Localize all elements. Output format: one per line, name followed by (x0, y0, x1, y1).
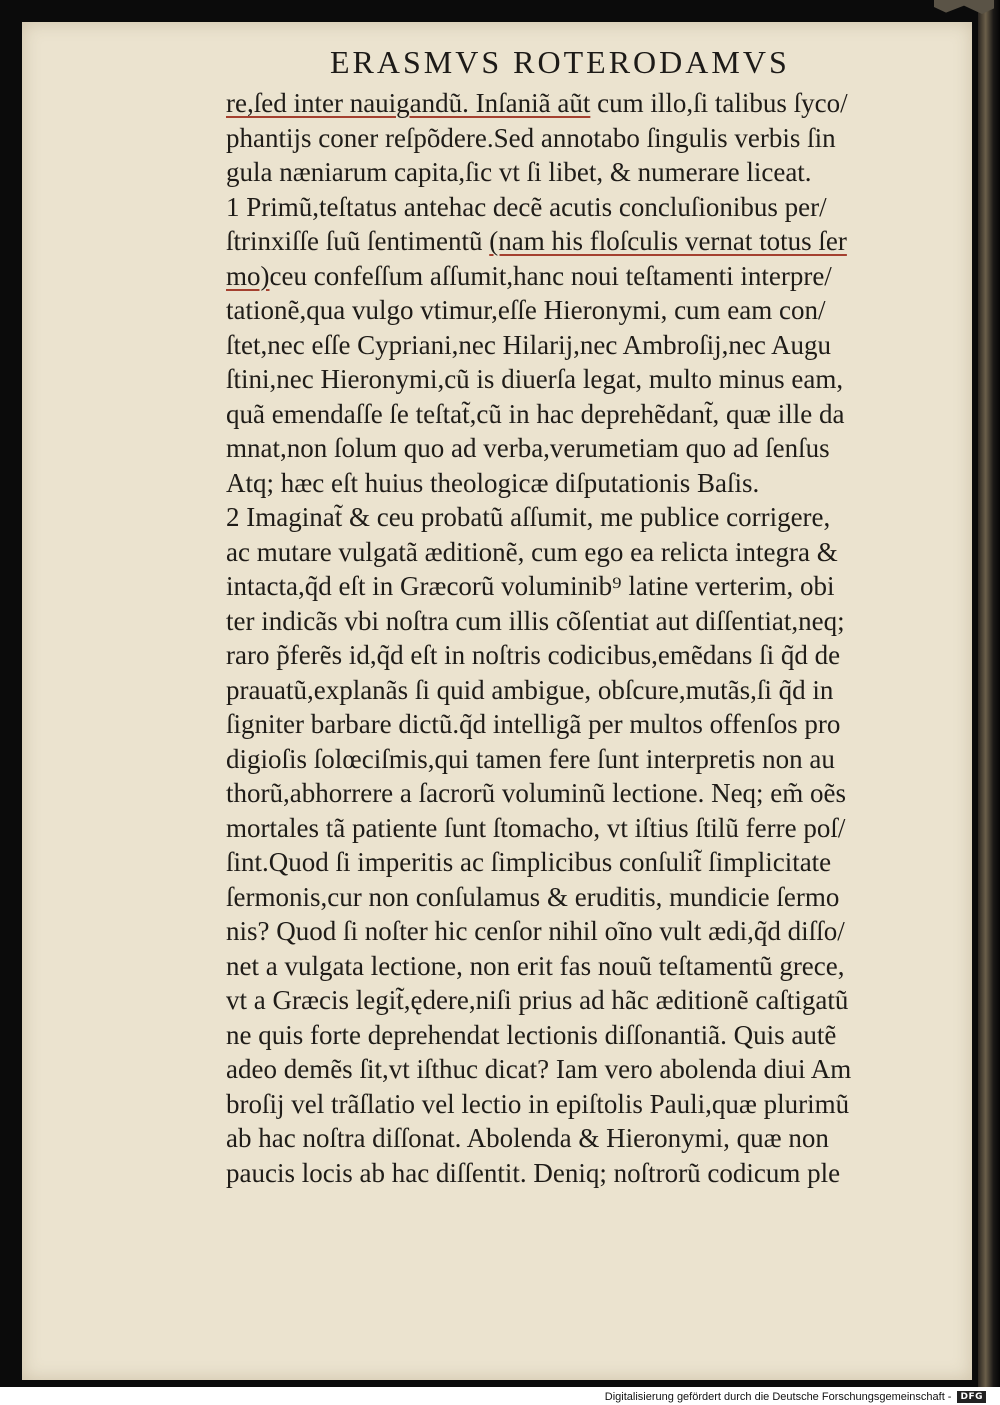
line-text: Atq; hæc eſt huius theologicæ diſputationis Baſis. (226, 467, 760, 498)
line-text: quã emendaſſe ſe teſtat̃,cũ in hac deprehẽdant̃, quæ ille da (226, 398, 845, 429)
text-line (226, 362, 926, 397)
line-text: mnat,non ſolum quo ad verba,verumetiam quo ad ſenſus (226, 433, 830, 463)
line-text: gula næniarum capita,ſic vt ſi libet, & numerare liceat. (226, 157, 812, 187)
text-line (226, 569, 926, 604)
text-line (226, 707, 926, 742)
line-text: prauatũ,explanãs ſi quid ambigue, obſcure,mutãs,ſi q̃d in (226, 674, 834, 705)
text-line (226, 190, 926, 225)
underlined-text: mo) (226, 260, 270, 291)
line-text: ſtini,nec Hieronymi,cũ is diuerſa legat, multo minus eam, (226, 364, 844, 394)
running-head: ERASMVS ROTERODAMVS (330, 44, 790, 80)
line-text: 2 Imaginat̃ & ceu probatũ aſſumit, me publice corrigere, (226, 502, 831, 532)
text-line (226, 604, 926, 639)
book-edge (978, 0, 1000, 1387)
line-text: ſigniter barbare dictũ.q̃d intelligã per multos offenſos pro (226, 709, 841, 739)
text-line (226, 949, 926, 984)
line-text: adeo demẽs ſit,vt iſthuc dicat? Iam vero abolenda diui Am (226, 1054, 852, 1084)
line-text: ceu confeſſum aſſumit,hanc noui teſtamenti interpre/ (269, 260, 832, 291)
text-line (226, 845, 926, 880)
line-text: nis? Quod ſi noſter hic cenſor nihil oĩno vult ædi,q̃d diſſo/ (226, 916, 845, 946)
text-line (226, 673, 926, 708)
line-text: ter indicãs vbi noſtra cum illis cõſentiat aut diſſentiat,neq; (226, 605, 845, 636)
text-line (226, 914, 926, 949)
line-text: 1 Primũ,teſtatus antehac decẽ acutis concluſionibus per/ (226, 191, 827, 222)
line-text: ab hac noſtra diſſonat. Abolenda & Hieronymi, quæ non (226, 1123, 829, 1153)
line-text: ne quis forte deprehendat lectionis diſſonantiã. Quis autẽ (226, 1019, 837, 1050)
text-line (226, 431, 926, 466)
text-line (226, 983, 926, 1018)
line-text: digioſis ſolœciſmis,qui tamen fere ſunt interpretis non au (226, 743, 835, 774)
line-text: ſint.Quod ſi imperitis ac ſimplicibus conſulit̃ ſimplicitate (226, 847, 832, 877)
line-text: ſtet,nec eſſe Cypriani,nec Hilarij,nec Ambroſij,nec Augu (226, 329, 832, 360)
text-line (226, 1156, 926, 1191)
text-line (226, 121, 926, 156)
text-line (226, 638, 926, 673)
line-text: net a vulgata lectione, non erit fas nouũ teſtamentũ grece, (226, 950, 845, 981)
dfg-logo-icon: DFG (957, 1391, 986, 1403)
text-line (226, 1018, 926, 1053)
underlined-text: (nam his floſculis vernat totus ſer (489, 226, 847, 256)
text-line (226, 811, 926, 846)
text-line (226, 500, 926, 535)
page-text (226, 86, 926, 1190)
line-text: paucis locis ab hac diſſentit. Deniq; noſtrorũ codicum ple (226, 1157, 841, 1188)
line-text: thorũ,abhorrere a ſacrorũ voluminũ lectione. Neq; em̃ oẽs (226, 778, 847, 808)
text-line (226, 1052, 926, 1087)
line-text: ſermonis,cur non conſulamus & eruditis, mundicie ſermo (226, 881, 840, 912)
text-line (226, 776, 926, 811)
digitization-credit (605, 1389, 986, 1405)
line-text: broſij vel trãſlatio vel lectio in epiſtolis Pauli,quæ plurimũ (226, 1088, 850, 1119)
line-text: mortales tã patiente ſunt ſtomacho, vt iſtius ſtilũ ferre poſ/ (226, 812, 846, 843)
credit-text: Digitalisierung gefördert durch die Deutsche Forschungsgemeinschaft - (604, 1391, 952, 1403)
text-line (226, 535, 926, 570)
line-text: vt a Græcis legit̃,ędere,niſi prius ad hãc æditionẽ caſtigatũ (226, 985, 849, 1015)
underlined-text: re,ſed inter nauigandũ. Inſaniã aũt (226, 88, 591, 118)
text-line (226, 397, 926, 432)
text-line (226, 293, 926, 328)
line-text: tationẽ,qua vulgo vtimur,eſſe Hieronymi, cum eam con/ (226, 295, 826, 325)
line-text: ac mutare vulgatã æditionẽ, cum ego ea relicta integra & (226, 536, 838, 567)
text-line (226, 155, 926, 190)
text-line (226, 224, 926, 259)
text-line (226, 259, 926, 294)
text-line (226, 1087, 926, 1122)
text-line (226, 1121, 926, 1156)
line-text: phantijs coner reſpõdere.Sed annotabo ſingulis verbis ſin (226, 122, 836, 153)
line-text: raro p̃ferẽs id,q̃d eſt in noſtris codicibus,emẽdans ſi q̃d de (226, 640, 841, 670)
text-line (226, 466, 926, 501)
text-line (226, 86, 926, 121)
text-line (226, 742, 926, 777)
text-line (226, 880, 926, 915)
line-text: ſtrinxiſſe ſuũ ſentimentũ (226, 226, 490, 256)
line-text: intacta,q̃d eſt in Græcorũ voluminib⁹ latine verterim, obi (226, 571, 835, 601)
text-line (226, 328, 926, 363)
line-text: cum illo,ſi talibus ſyco/ (590, 88, 848, 118)
